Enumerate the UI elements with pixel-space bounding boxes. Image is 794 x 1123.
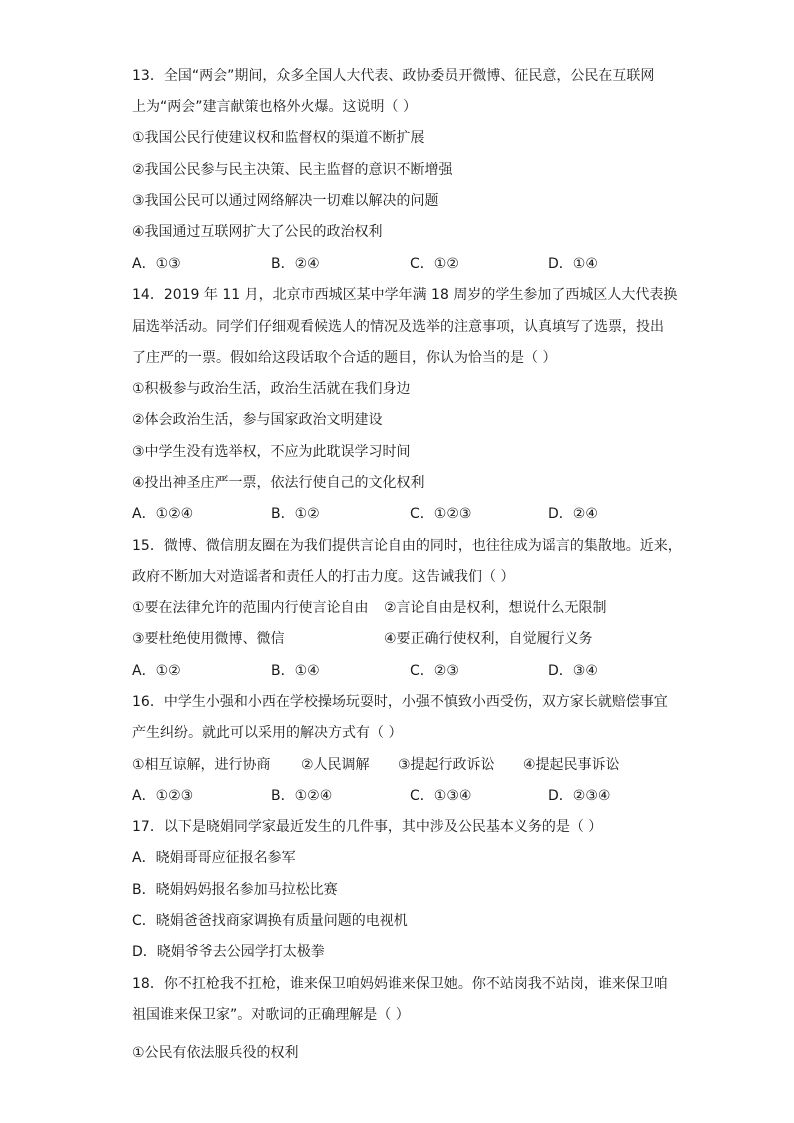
q14-option-a: A．①②④: [132, 506, 194, 522]
q13-option-a: A．①③: [132, 256, 181, 272]
q16-option-c: C．①③④: [410, 788, 472, 804]
q14-stem-line-2: 届选举活动。同学们仔细观看候选人的情况及选举的注意事项，认真填写了选票，投出: [132, 319, 664, 335]
q16-option-b: B．①②④: [271, 788, 333, 804]
q16-option-a: A．①②③: [132, 788, 194, 804]
q17-stem-line-1: 17．以下是晓娟同学家最近发生的几件事，其中涉及公民基本义务的是（ ）: [132, 819, 603, 835]
q16-statement-2: ②人民调解: [301, 757, 370, 773]
q16-statement-4: ④提起民事诉讼: [523, 757, 620, 773]
q17-choice-d: D．晓娟爷爷去公园学打太极拳: [132, 944, 325, 960]
q15-stem-line-1: 15．微博、微信朋友圈在为我们提供言论自由的同时，也往往成为谣言的集散地。近来，: [132, 538, 682, 554]
q14-statement-3: ③中学生没有选举权，不应为此耽误学习时间: [132, 444, 411, 460]
q15-statement-4: ④要正确行使权利，自觉履行义务: [384, 631, 593, 647]
q13-option-c: C．①②: [410, 256, 459, 272]
q15-statement-2: ②言论自由是权利，想说什么无限制: [384, 600, 607, 616]
q17-choice-c: C．晓娟爸爸找商家调换有质量问题的电视机: [132, 913, 408, 929]
q14-option-c: C．①②③: [410, 506, 472, 522]
q17-choice-a: A．晓娟哥哥应征报名参军: [132, 850, 296, 866]
q13-option-b: B．②④: [271, 256, 320, 272]
q14-statement-4: ④投出神圣庄严一票，依法行使自己的文化权利: [132, 475, 425, 491]
q13-stem-line-1: 13．全国“两会”期间，众多全国人大代表、政协委员开微博、征民意，公民在互联网: [132, 68, 655, 84]
q14-option-b: B．①②: [271, 506, 320, 522]
q13-statement-4: ④我国通过互联网扩大了公民的政治权利: [132, 224, 383, 240]
q17-choice-b: B．晓娟妈妈报名参加马拉松比赛: [132, 882, 338, 898]
q14-statement-2: ②体会政治生活，参与国家政治文明建设: [132, 412, 383, 428]
q15-stem-line-2: 政府不断加大对造谣者和责任人的打击力度。这告诫我们（ ）: [132, 569, 515, 585]
q13-stem-line-2: 上为“两会”建言献策也格外火爆。这说明（ ）: [132, 99, 417, 115]
q13-statement-2: ②我国公民参与民主决策、民主监督的意识不断增强: [132, 162, 453, 178]
q15-statement-3: ③要杜绝使用微博、微信: [132, 631, 285, 647]
q15-option-a: A．①②: [132, 663, 181, 679]
q14-stem-line-1: 14．2019 年 11 月，北京市西城区某中学年满 18 周岁的学生参加了西城区人大代表换: [132, 287, 678, 303]
q18-statement-1: ①公民有依法服兵役的权利: [132, 1045, 299, 1061]
q13-statement-3: ③我国公民可以通过网络解决一切难以解决的问题: [132, 193, 439, 209]
q15-statement-1: ①要在法律允许的范围内行使言论自由: [132, 600, 369, 616]
q15-option-b: B．①④: [271, 663, 320, 679]
q18-stem-line-1: 18．你不扛枪我不扛枪，谁来保卫咱妈妈谁来保卫她。你不站岗我不站岗，谁来保卫咱: [132, 976, 668, 992]
q14-statement-1: ①积极参与政治生活，政治生活就在我们身边: [132, 381, 411, 397]
q16-statement-1: ①相互谅解，进行协商: [132, 757, 271, 773]
q16-stem-line-1: 16．中学生小强和小西在学校操场玩耍时，小强不慎致小西受伤，双方家长就赔偿事宜: [132, 694, 668, 710]
q18-stem-line-2: 祖国谁来保卫家”。对歌词的正确理解是（ ）: [132, 1007, 410, 1023]
q15-option-c: C．②③: [410, 663, 459, 679]
q16-stem-line-2: 产生纠纷。就此可以采用的解决方式有（ ）: [132, 725, 403, 741]
q14-stem-line-3: 了庄严的一票。假如给这段话取个合适的题目，你认为恰当的是（ ）: [132, 350, 557, 366]
q16-option-d: D．②③④: [548, 788, 611, 804]
q13-option-d: D．①④: [548, 256, 598, 272]
q15-option-d: D．③④: [548, 663, 598, 679]
q14-option-d: D．②④: [548, 506, 598, 522]
q16-statement-3: ③提起行政诉讼: [398, 757, 495, 773]
q13-statement-1: ①我国公民行使建议权和监督权的渠道不断扩展: [132, 130, 425, 146]
